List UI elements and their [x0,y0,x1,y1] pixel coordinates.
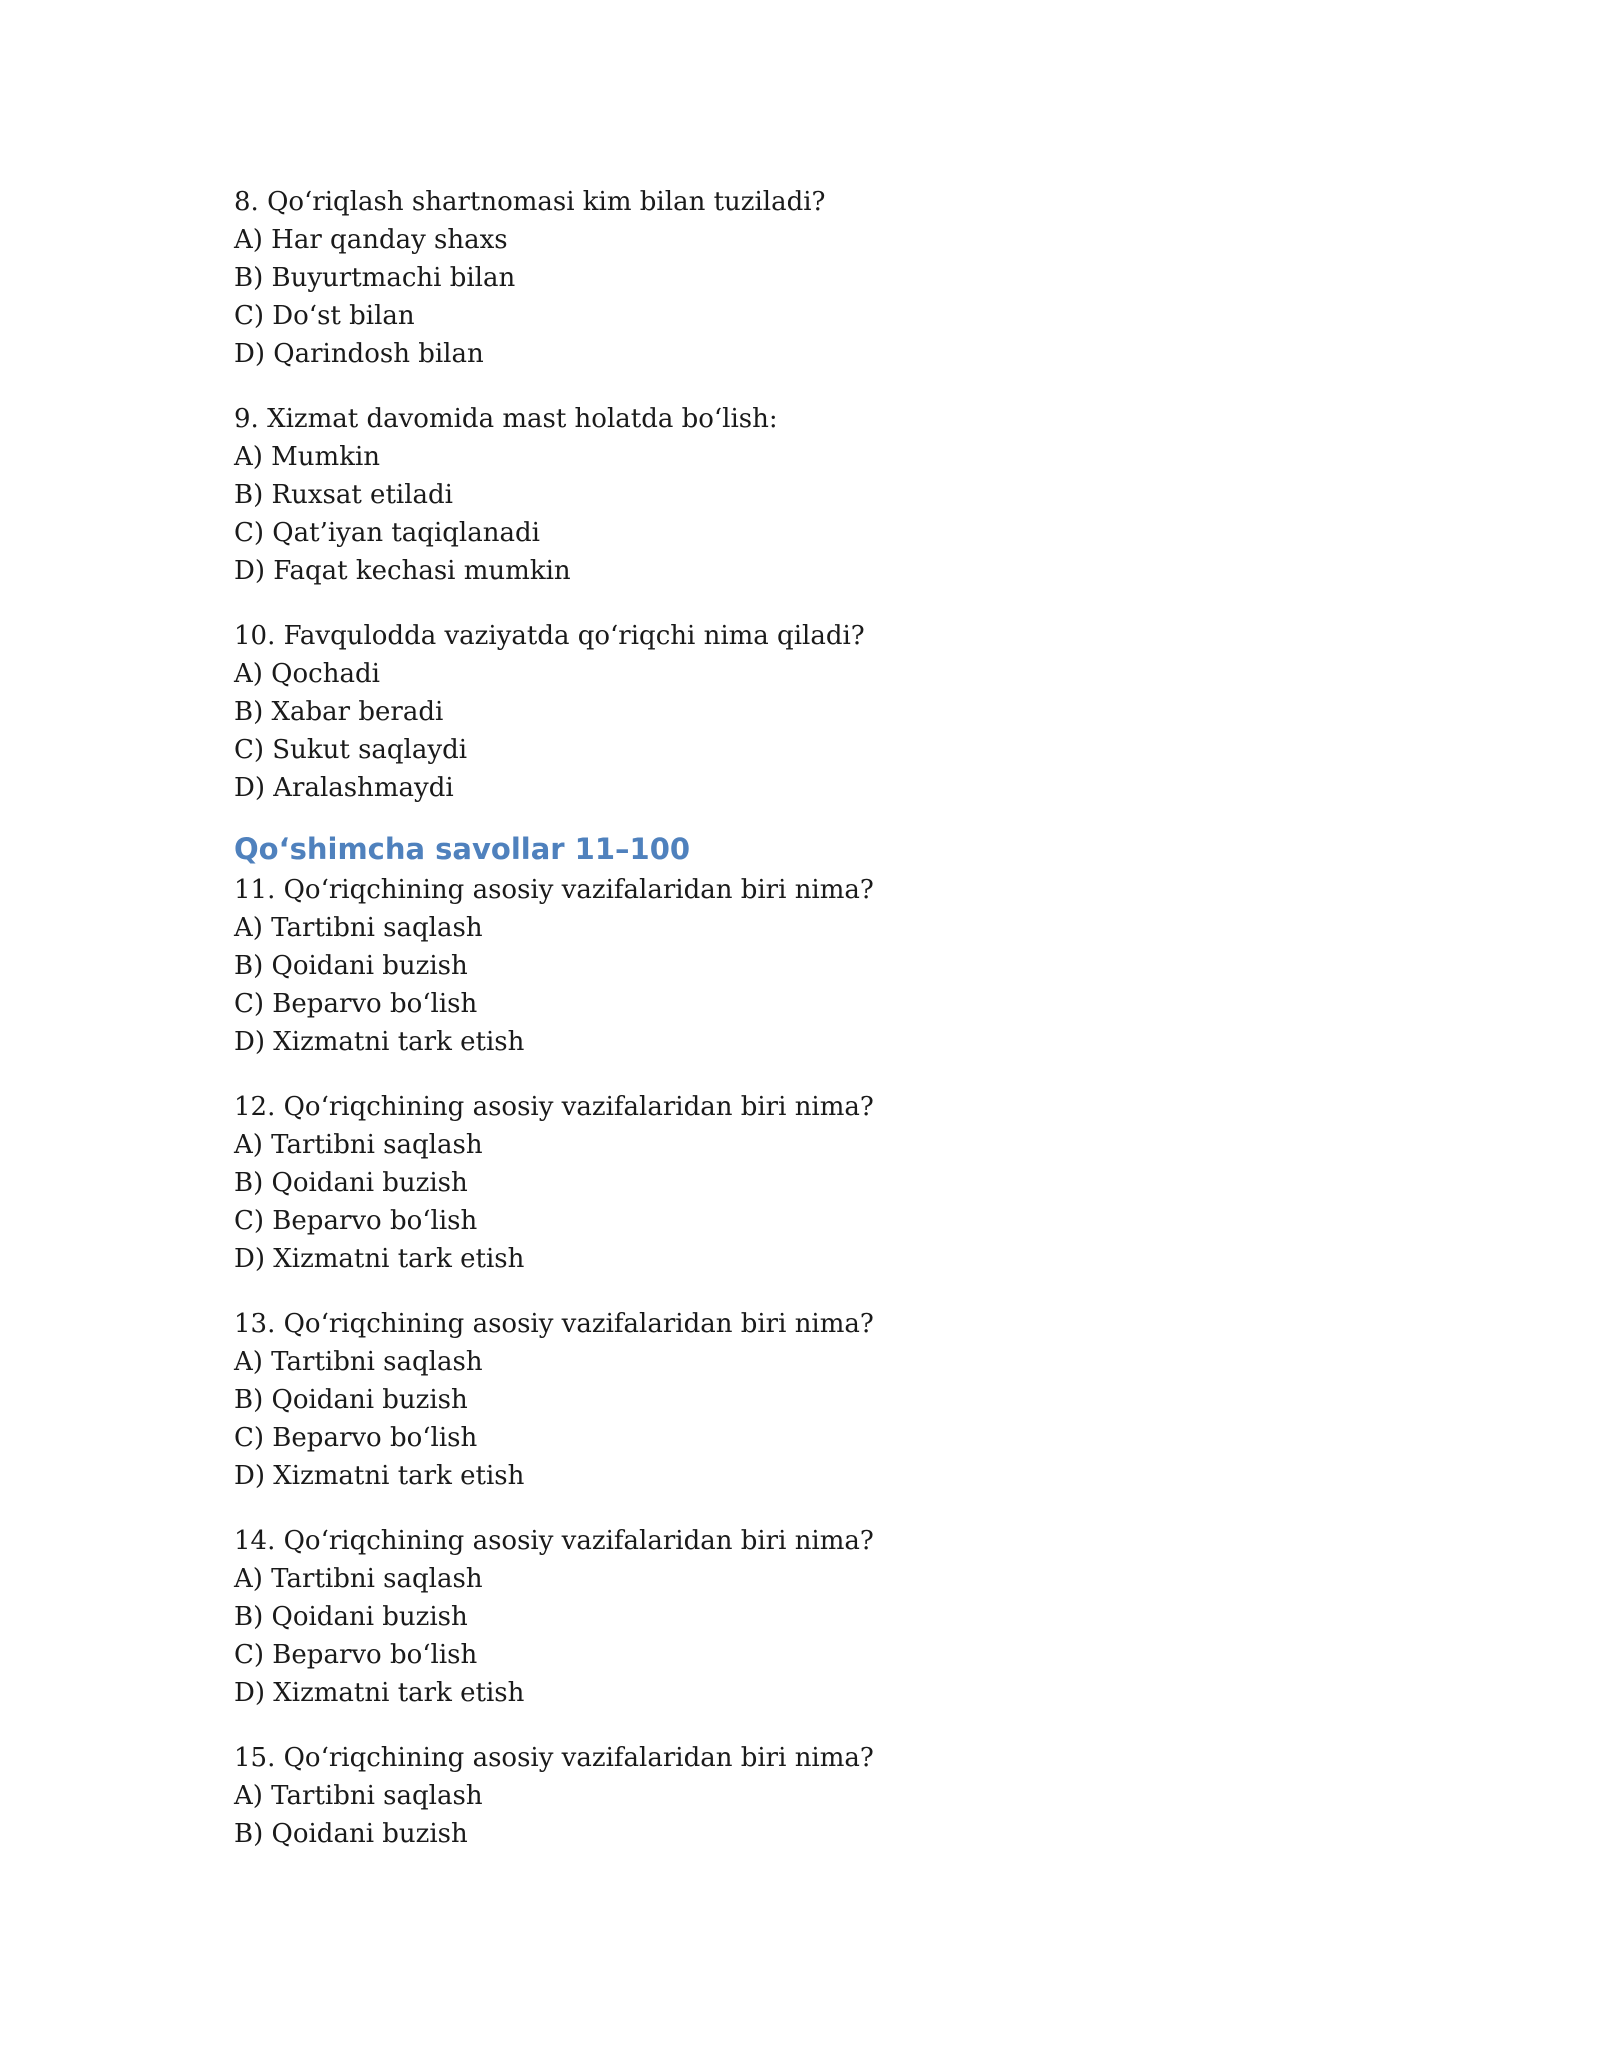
answer-option-a: A) Tartibni saqlash [234,913,483,943]
question-block-14 [234,1522,1434,1712]
question-block-10 [234,617,1434,807]
answer-option-a: A) Har qanday shaxs [234,225,508,255]
answer-option-a: A) Tartibni saqlash [234,1347,483,1377]
answer-option-b: B) Qoidani buzish [234,1602,468,1632]
answer-option-c: C) Beparvo bo‘lish [234,1206,478,1236]
answer-option-b: B) Ruxsat etiladi [234,480,453,510]
answer-option-a: A) Tartibni saqlash [234,1130,483,1160]
question-text: 12. Qo‘riqchining asosiy vazifalaridan biri nima? [234,1092,874,1122]
answer-option-d: D) Faqat kechasi mumkin [234,556,571,586]
document-page [234,183,1434,1880]
answer-option-d: D) Qarindosh bilan [234,339,484,369]
answer-option-b: B) Qoidani buzish [234,1385,468,1415]
answer-option-b: B) Qoidani buzish [234,1168,468,1198]
answer-option-c: C) Qat’iyan taqiqlanadi [234,518,540,548]
answer-option-b: B) Buyurtmachi bilan [234,263,516,293]
answer-option-d: D) Xizmatni tark etish [234,1244,525,1274]
answer-option-b: B) Xabar beradi [234,697,444,727]
question-text: 14. Qo‘riqchining asosiy vazifalaridan biri nima? [234,1526,874,1556]
answer-option-d: D) Xizmatni tark etish [234,1678,525,1708]
answer-option-d: D) Xizmatni tark etish [234,1461,525,1491]
answer-option-d: D) Xizmatni tark etish [234,1027,525,1057]
question-block-9 [234,400,1434,590]
section-heading: Qo‘shimcha savollar 11–100 [234,832,691,866]
answer-option-b: B) Qoidani buzish [234,1819,468,1849]
answer-option-a: A) Qochadi [234,659,380,689]
answer-option-a: A) Mumkin [234,442,381,472]
answer-option-a: A) Tartibni saqlash [234,1781,483,1811]
question-text: 9. Xizmat davomida mast holatda bo‘lish: [234,404,778,434]
question-block-13 [234,1305,1434,1495]
answer-option-c: C) Do‘st bilan [234,301,415,331]
answer-option-c: C) Beparvo bo‘lish [234,989,478,1019]
question-text: 13. Qo‘riqchining asosiy vazifalaridan biri nima? [234,1309,874,1339]
answer-option-c: C) Sukut saqlaydi [234,735,468,765]
question-block-11 [234,871,1434,1061]
question-text: 10. Favqulodda vaziyatda qo‘riqchi nima qiladi? [234,621,865,651]
question-text: 15. Qo‘riqchining asosiy vazifalaridan biri nima? [234,1743,874,1773]
answer-option-d: D) Aralashmaydi [234,773,454,803]
question-text: 11. Qo‘riqchining asosiy vazifalaridan biri nima? [234,875,874,905]
question-block-12 [234,1088,1434,1278]
answer-option-a: A) Tartibni saqlash [234,1564,483,1594]
question-block-15 [234,1739,1434,1853]
question-text: 8. Qo‘riqlash shartnomasi kim bilan tuziladi? [234,187,826,217]
answer-option-c: C) Beparvo bo‘lish [234,1423,478,1453]
answer-option-b: B) Qoidani buzish [234,951,468,981]
answer-option-c: C) Beparvo bo‘lish [234,1640,478,1670]
question-block-8 [234,183,1434,373]
